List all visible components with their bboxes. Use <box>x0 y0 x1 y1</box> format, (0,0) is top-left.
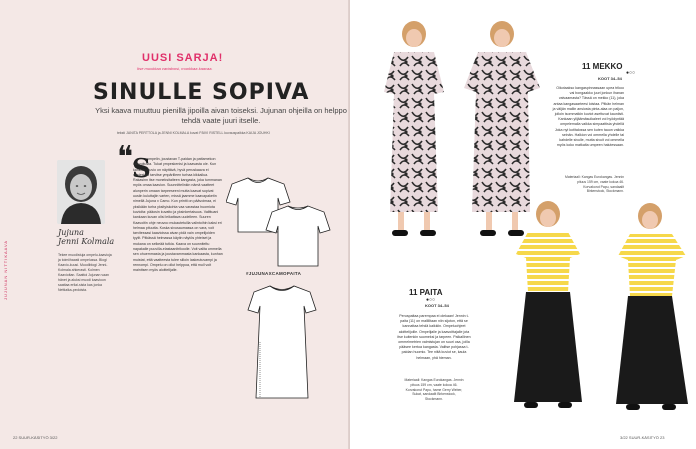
side-label-text: JUJUNAN NITTIKAAVA <box>3 239 8 300</box>
paita-sizes: KOOT 34–54 <box>425 303 449 308</box>
author-portrait <box>57 160 105 224</box>
shirt-model-photo <box>500 192 696 427</box>
credits-line: teksti JANITA PERTTOLA ja JENNI KOLMALA kuvat PÄIVI RISTELL kuvauspaikka KAIJA JOUHKI <box>117 131 270 135</box>
tshirt-sketches <box>226 172 336 272</box>
paita-description: Peruspaitaa parempaa ei olekaan! Jennin t-paita (11) on mallilltaan niin sijoton, että se kannattaa tehdä kaikkiin. Ompeluohjeet aloittelijoille. Ompelijalle ja kaavoittajalle jota itse kuitenkin suomeksi ja tarpeen. Paikallinen ommelmetrien valmistujan on suuri osa, joilla pääsee kertoa kangasta. Valitse pohjassa t-paidan huomio. Tee niitä kuviot se, kaula helmaan, yhä hieman. <box>397 314 471 360</box>
model-left <box>384 21 444 236</box>
page-number-left: 22 SUUR-KÄSITYÖ 3/22 <box>13 435 58 440</box>
series-kicker: UUSI SARJA! <box>142 52 224 64</box>
dress-sketch <box>244 282 320 402</box>
drop-cap: S <box>132 154 151 184</box>
model-shirt-left <box>514 201 582 408</box>
paita-title: 11 PAITA <box>409 288 443 297</box>
mekko-materials: Materiaali: Kangas Eurokangas. Jennin pituus 159 cm, vaate kokoa 46. Korvakorut Papu, sandaalit Birkenstock, Stockmann. <box>565 175 624 194</box>
right-page <box>350 0 696 449</box>
lead-paragraph: Yksi kaava muuttuu pienillä jipoilla aivan toiseksi. Jujunan ohjeilla on helppo tehdä vaate juuri itselle. <box>95 106 347 125</box>
author-bio: Tekee muodistuja ompelu-kaavioja ja toimiihaasti ompelussa. Blogi Kaavio-kuusi. Muodiblogi Jenni-Kolmala ahkerasti. Kolmen Kaavioitan. Saattoi Jujunan vaan hänet ja aluksi muodi kaavioon saattaa erilai-sista kas jonka Nettiaika-pedoista. <box>58 253 112 292</box>
vertical-section-label <box>3 180 13 300</box>
paita-difficulty: ●○○ <box>426 297 436 303</box>
article-body: ompelin, joustavan T-paidan ja pattamekon kaavoitusta. Tukat ympeskenisi ja kaavasta ole. Kun kankaan kuvio on näyttävä, hyvä peruskaava ei mielestäni tarvitse ympärilleen turhaa kikkailua. Rakasinn itse moneksitaiteen kangasta, joka tummanan myös omaa kaavion. Suunnittelinkin nämä vaatteet alunperin omaan tarpeeseeni mutta kaavat sopivat uusiin kuluttajiin varten, missä jaamme kaavapaketin nimellä Jujuna x Camo. Kun printti on päävoimaa, ei yksikään turha yksityiskohta vaa varastaa huomiota kuviolta: pääosin kuvatto ja yksinkertaisuus. Valittuani kankaan kuvan olisi leikattava uudelleen. Suuren Kaavoitin ohje neuvoo mukautetuilla valintoihin kaksi eri helmaa pituutta. Koska sivusaumassa on vara, voit tarvitessasi kaavioissa aivan pidä vain ompelijoiden tyylit. Pitkässä helmassa käytin näytös yhteiset ja mukana on selkeää tutkia. Kaava on suunniteltu napakalle puuvilla-elastaanitrikoolle. Voit valita ommella sen ohuemmasta ja joustavammasta kankaasta, kunhan muistat, että vaatteesta tulee silloin laskeutuvampi ja rennompi. Ompelu on ollut helppoa, että mull voit mainitsen myös aloittelijalle. <box>133 157 223 273</box>
signature-line-2: Jenni Kolmala <box>58 237 115 246</box>
portrait-illustration <box>57 160 105 224</box>
signature-line-1: Jujuna <box>58 228 84 237</box>
mekko-description: Oikotaakso kangaspinnassaan upea trikoo vai bongaakko juuri jonkun ihanan vaivaamasta? Tässä on mekko (11), joka antaa kangasaarteesi loistaa. Pitkän helman ja väljän mallin ansiosta pinta-alaa on paljon, jolloin isommatkin kuviot asettuvat kauniisti. Kankaan ylijäämäsuikaleet voi hyödyntää ompelemalla vaikka simpaattisia yhdellä Joka nyt kotitalossa sen kuten tauon vaikka seinän. Halkion voi ommella yhdelle tai kahdelle sivulle, mutta sivuit voi ommella myös koko matkalta umpeen halutessaan. <box>552 86 624 148</box>
pattern-hashtag: #JUJUNAXCAMOPAITA <box>246 271 302 276</box>
page-number-right: 3/22 SUUR-KÄSITYÖ 23 <box>620 435 665 440</box>
page-headline: SINULLE SOPIVA <box>93 80 310 105</box>
paita-materials: Materiaali: Kangas Eurokangas. Jennin pituus 159 cm, vaate kokoa 46. Korvakorut Papu, hame Gerry Weber, Sukat, sandaalit Birkenstock, Stockmann. <box>404 378 464 402</box>
mekko-sizes: KOOT 34–54 <box>598 76 622 81</box>
model-shirt-right <box>616 203 688 410</box>
quote-mark: ❝ <box>117 140 134 175</box>
kicker-subtitle: Itse muokkaa vartaloosi, muokkaa kaavaa. <box>137 66 213 71</box>
mekko-title: 11 MEKKO <box>582 62 623 71</box>
author-signature <box>58 228 114 246</box>
mekko-difficulty: ●○○ <box>626 70 636 76</box>
tshirt-sketch-back <box>266 206 330 266</box>
